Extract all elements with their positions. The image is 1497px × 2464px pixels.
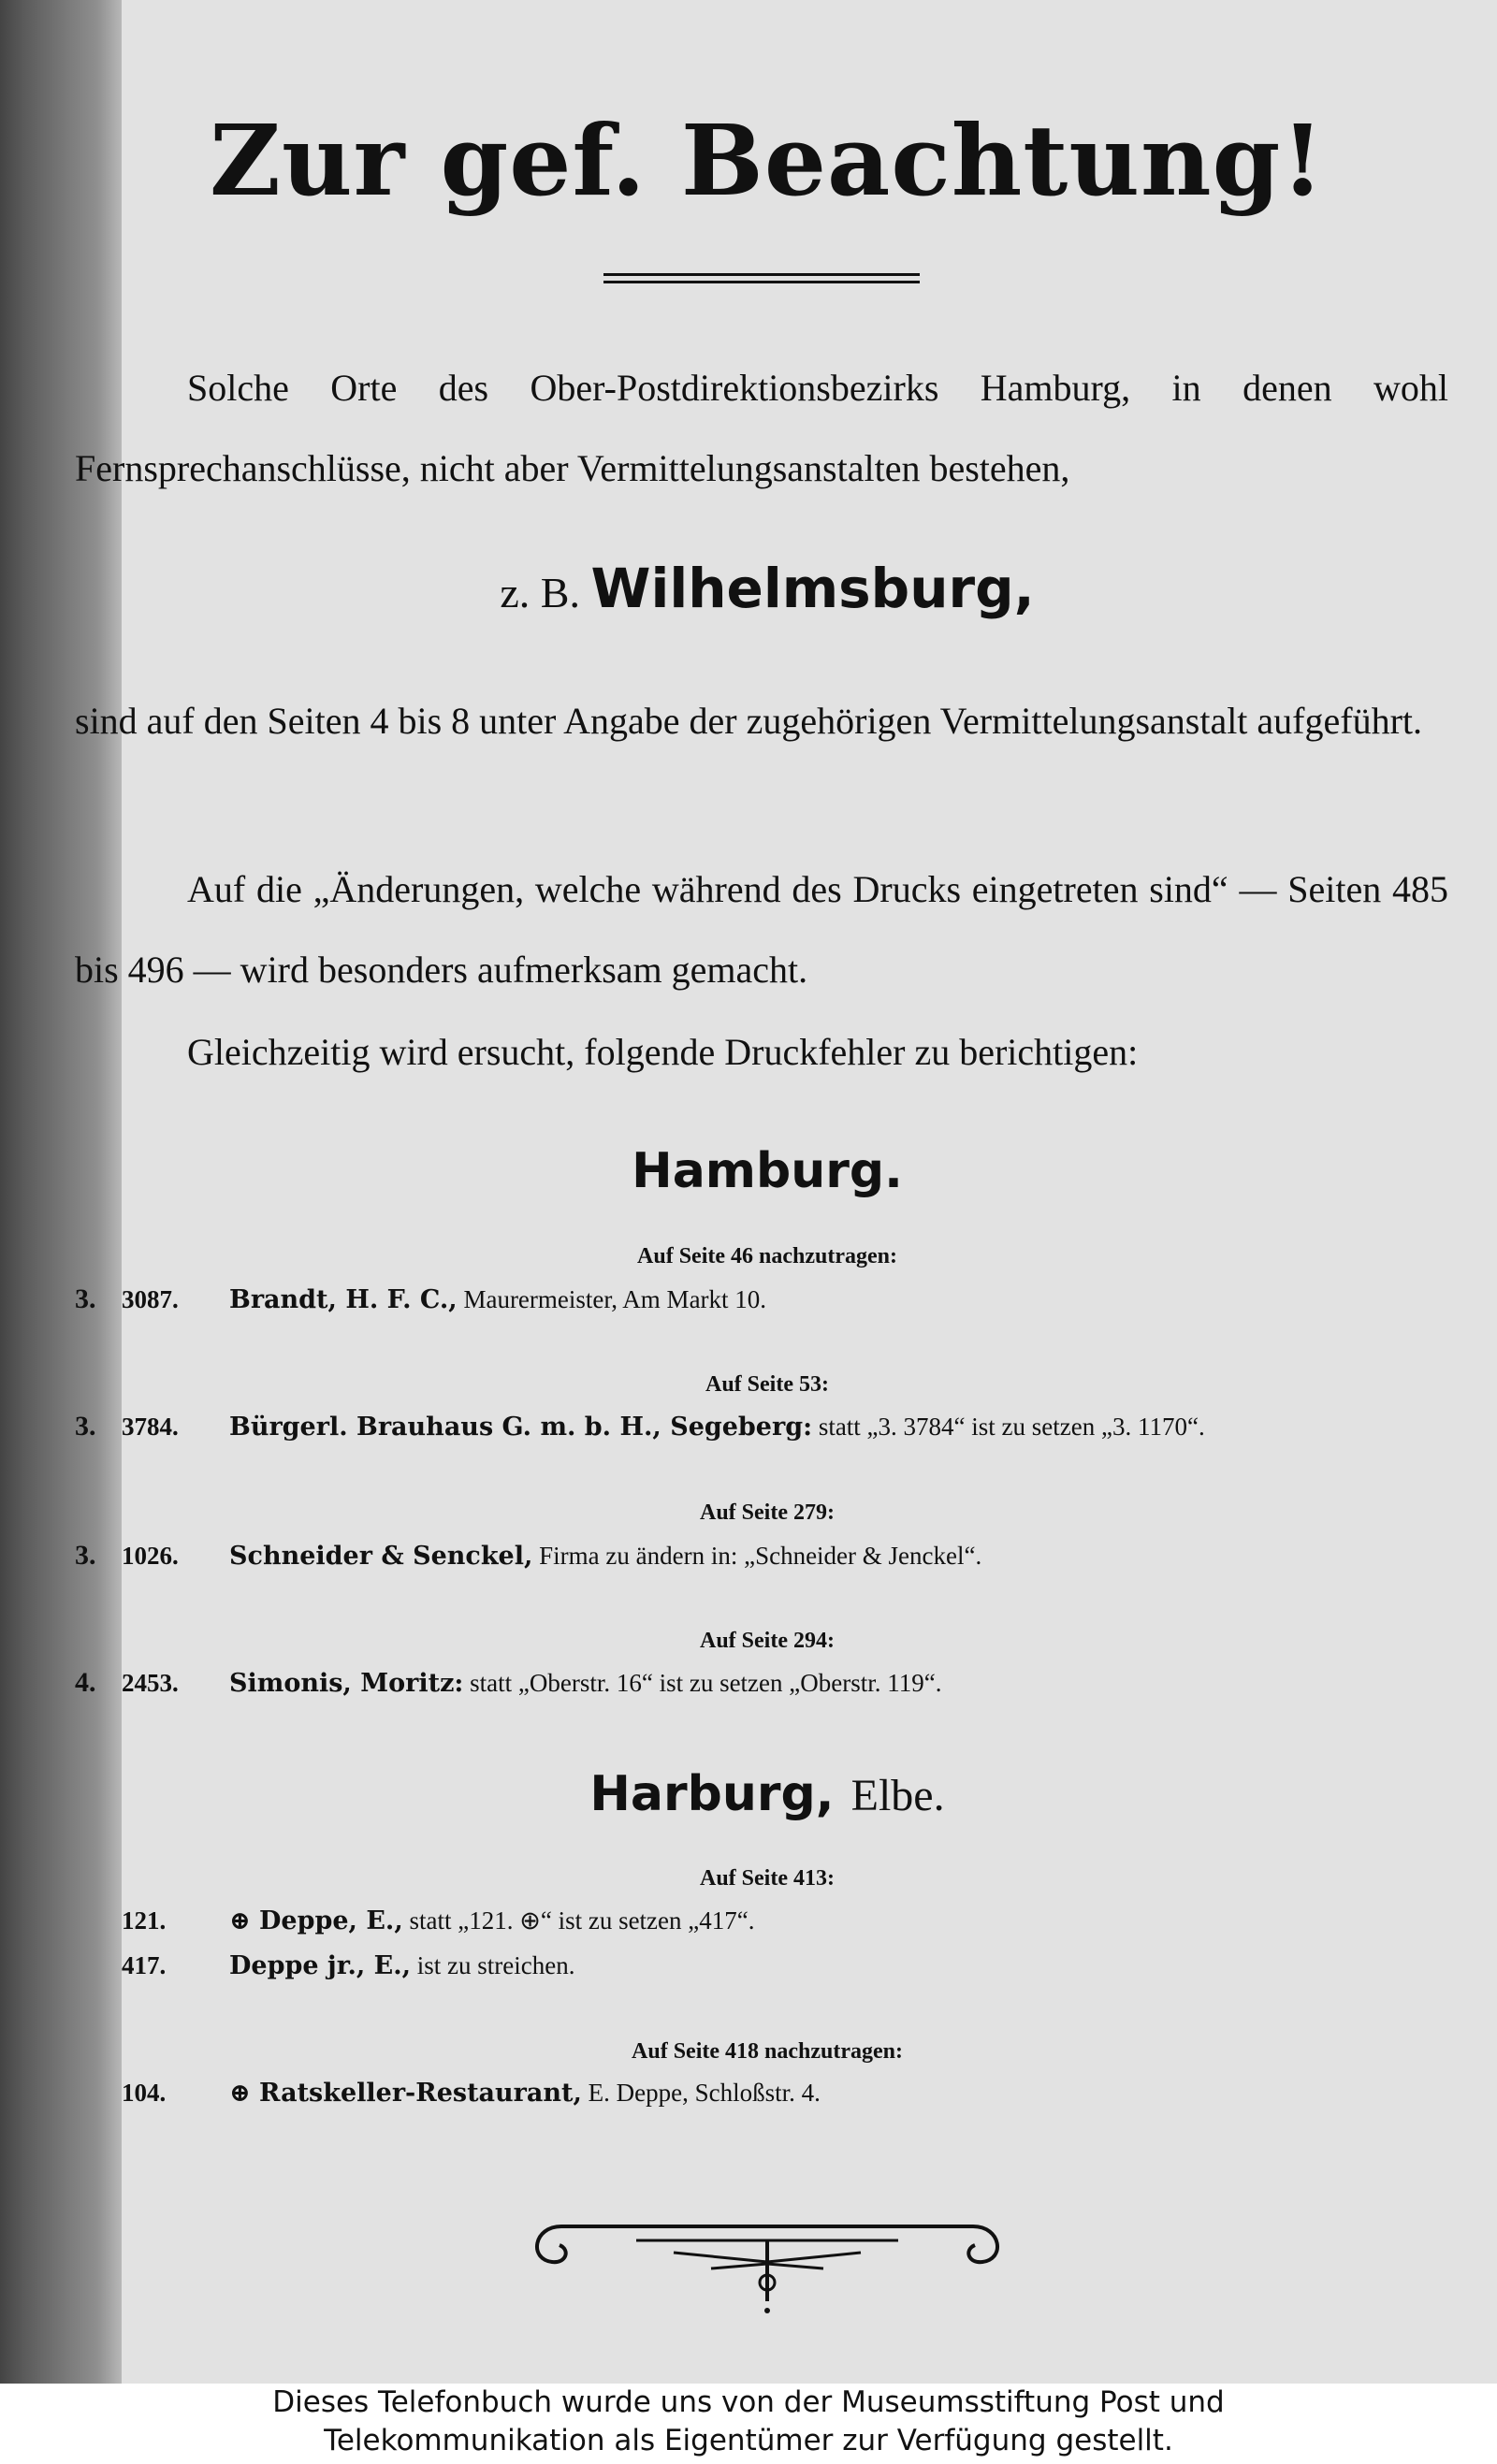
entry-name: Schneider & Senckel,	[229, 1542, 533, 1571]
correction-entry	[75, 1540, 1478, 1572]
example-place: Wilhelmsburg,	[590, 557, 1035, 620]
page-note: Auf Seite 294:	[700, 1629, 835, 1653]
decorative-ornament	[524, 2217, 1010, 2320]
page-note: Auf Seite 418 nachzutragen:	[632, 2039, 903, 2064]
entry-name: ⊕ Deppe, E.,	[229, 1906, 403, 1935]
entry-text: statt „Oberstr. 16“ ist zu setzen „Oberstr. 119“.	[463, 1669, 942, 1697]
footer-line-1: Dieses Telefonbuch wurde uns von der Museumsstiftung Post und	[272, 2385, 1225, 2419]
correction-entry	[75, 1411, 1478, 1442]
entry-prefix: 4.	[75, 1667, 96, 1698]
page-note: Auf Seite 279:	[700, 1500, 835, 1525]
entry-number: 417.	[122, 1951, 167, 1979]
entry-name: Bürgerl. Brauhaus G. m. b. H., Segeberg:	[229, 1413, 813, 1442]
entry-number: 3784.	[122, 1413, 179, 1441]
title-rule-top	[603, 273, 920, 276]
title-rule-bottom	[603, 281, 920, 283]
correction-entry	[75, 1951, 1478, 1980]
intro-paragraph-1: Solche Orte des Ober-Postdirektionsbezirks Hamburg, in denen wohl Fernsprechanschlüsse, nicht aber Vermittelungsanstalten bestehen,	[75, 367, 1448, 489]
correction-entry	[75, 1283, 1478, 1315]
footer-line-2: Telekommunikation als Eigentümer zur Verfügung gestellt.	[324, 2424, 1173, 2457]
section-heading-suffix: Elbe.	[850, 1771, 945, 1820]
section-heading-harburg	[140, 1766, 1394, 1822]
page-title: Zur gef. Beachtung!	[210, 103, 1325, 218]
correction-entry	[75, 1906, 1478, 1935]
entry-text: ist zu streichen.	[411, 1951, 575, 1979]
intro-paragraph-3: Auf die „Änderungen, welche während des Drucks eingetreten sind“ — Seiten 485 bis 496 — wird besonders aufmerksam gemacht.	[75, 868, 1448, 991]
intro-paragraph-4: Gleichzeitig wird ersucht, folgende Druckfehler zu berichtigen:	[187, 1031, 1139, 1073]
page-note: Auf Seite 413:	[700, 1866, 835, 1891]
page-note: Auf Seite 53:	[705, 1372, 829, 1397]
correction-entry	[75, 1667, 1478, 1699]
example-line	[140, 557, 1394, 620]
intro-paragraph-2: sind auf den Seiten 4 bis 8 unter Angabe der zugehörigen Vermittelungsanstalt aufgeführt.	[75, 700, 1422, 742]
entry-name: Deppe jr., E.,	[229, 1951, 412, 1980]
entry-number: 121.	[122, 1906, 167, 1935]
entry-number: 104.	[122, 2079, 167, 2107]
entry-name: ⊕ Ratskeller-Restaurant,	[229, 2079, 582, 2108]
correction-entry	[75, 2079, 1478, 2108]
page-note: Auf Seite 46 nachzutragen:	[637, 1244, 897, 1268]
entry-text: E. Deppe, Schloßstr. 4.	[581, 2079, 821, 2107]
entry-number: 1026.	[122, 1542, 179, 1570]
entry-number: 2453.	[122, 1669, 179, 1697]
entry-prefix: 3.	[75, 1540, 96, 1571]
entry-number: 3087.	[122, 1285, 179, 1313]
entry-text: statt „121. ⊕“ ist zu setzen „417“.	[402, 1906, 755, 1935]
section-heading-hamburg	[140, 1143, 1394, 1199]
attribution-footer	[0, 2384, 1497, 2464]
entry-text: statt „3. 3784“ ist zu setzen „3. 1170“.	[812, 1413, 1205, 1441]
entry-text: Firma zu ändern in: „Schneider & Jenckel“.	[532, 1542, 982, 1570]
section-heading-text: Harburg,	[589, 1766, 835, 1822]
entry-text: Maurermeister, Am Markt 10.	[457, 1285, 767, 1313]
entry-prefix: 3.	[75, 1411, 96, 1442]
section-heading-text: Hamburg.	[632, 1143, 903, 1199]
example-prefix: z. B.	[500, 569, 580, 616]
entry-prefix: 3.	[75, 1283, 96, 1314]
entry-name: Brandt, H. F. C.,	[229, 1285, 458, 1314]
entry-name: Simonis, Moritz:	[229, 1669, 464, 1698]
